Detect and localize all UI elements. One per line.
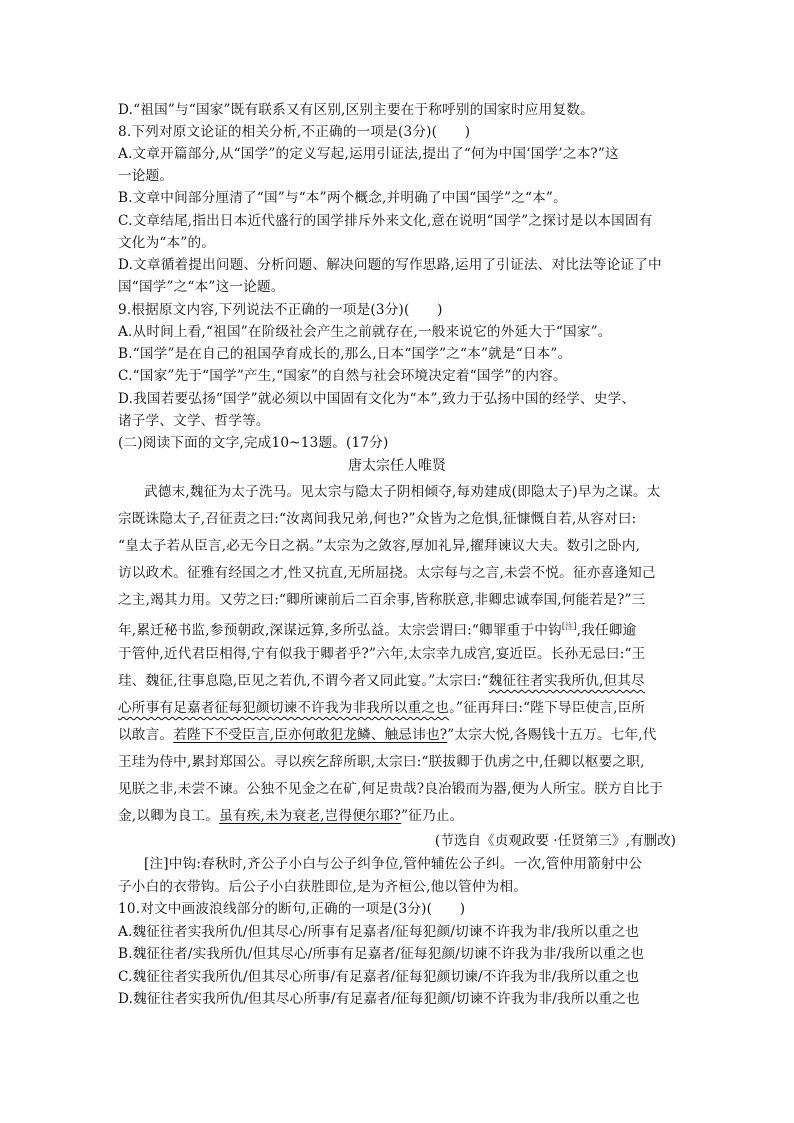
passage-text: 以敢言。 <box>118 727 174 743</box>
wavy-underlined-text: 魏征往者实我所仇,但其尽 <box>488 673 645 689</box>
passage-text: 珪、魏征,往事息隐,臣见之若仇,不谓今者又同此宴。”太宗曰:“ <box>118 673 489 689</box>
q9-option-d-line2: 诸子学、文学、哲学等。 <box>118 413 270 429</box>
q8-option-c-line2: 文化为“本”的。 <box>118 235 216 251</box>
q10-option-c: C.魏征往者实我所仇/但其尽心所事/有足嘉者/征每犯颜切谏/不许我为非/我所以重之也 <box>118 969 640 985</box>
q10-option-d: D.魏征往者实我所仇/但其尽心所事/有足嘉者/征每犯颜/切谏不许我为非/我所以重之也 <box>118 991 640 1007</box>
footnote-line2: 子小白的衣带钩。后公子小白获胜即位,是为齐桓公,他以管仲为相。 <box>118 879 528 895</box>
q10-stem: 10.对文中画波浪线部分的断句,正确的一项是(3分)( ) <box>118 901 466 917</box>
passage-line: 于管仲,近代君臣相得,宁有似我于卿者乎?”六年,太宗幸九成宫,宴近臣。长孙无忌曰:“王 <box>118 646 646 662</box>
passage-line <box>118 697 645 719</box>
passage-line <box>118 724 657 746</box>
passage-source: (节选自《贞观政要 ·任贤第三》,有删改) <box>434 833 676 849</box>
passage-line <box>118 670 645 692</box>
passage-text: ,我任卿逾 <box>576 622 637 639</box>
passage-line: 武德末,魏征为太子洗马。见太宗与隐太子阴相倾夺,每劝建成(即隐太子)早为之谋。太 <box>144 484 661 500</box>
passage-line: 之主,竭其力用。又劳之曰:“卿所谏前后二百余事,皆称朕意,非卿忠诚奉国,何能若是?”三 <box>118 592 646 608</box>
passage-line: 宗既诛隐太子,召征责之曰:“汝离间我兄弟,何也?”众皆为之危惧,征慷慨自若,从容对曰: <box>118 511 637 527</box>
q8-option-a-line1: A.文章开篇部分,从“国学”的定义写起,运用引证法,提出了“何为中国‘国学’之本?”这 <box>118 146 619 162</box>
passage-line: “皇太子若从臣言,必无今日之祸。”太宗为之敛容,厚加礼异,擢拜谏议大夫。数引之卧内, <box>118 538 641 554</box>
footnote-line1: [注]中钩:春秋时,齐公子小白与公子纠争位,管仲辅佐公子纠。一次,管仲用箭射中公 <box>144 856 643 872</box>
passage-line: 王珪为侍中,累封郑国公。寻以疾乞辞所职,太宗曰:“朕拔卿于仇虏之中,任卿以枢要之职, <box>118 754 645 770</box>
passage-text: ”太宗大悦,各赐钱十五万。七年,代 <box>447 727 657 743</box>
q8-stem: 8.下列对原文论证的相关分析,不正确的一项是(3分)( ) <box>118 124 471 140</box>
passage-text: 。”征再拜曰:“陛下导臣使言,臣所 <box>449 700 646 716</box>
q8-option-d-line2: 国“国学”之“本”这一论题。 <box>118 279 285 295</box>
q10-option-b: B.魏征往者/实我所仇/但其尽心/所事有足嘉者/征每犯颜/切谏不许我为非/我所以重之也 <box>118 946 645 962</box>
q8-option-d-line1: D.文章循着提出问题、分析问题、解决问题的写作思路,运用了引证法、对比法等论证了中 <box>118 257 662 273</box>
q10-option-a: A.魏征往者实我所仇/但其尽心/所事有足嘉者/征每犯颜/切谏不许我为非/我所以重之也 <box>118 924 640 940</box>
passage-line: 访以政术。征雅有经国之才,性又抗直,无所屈挠。太宗每与之言,未尝不悦。征亦喜逢知己 <box>118 565 656 581</box>
wavy-underlined-text: 心所事有足嘉者征每犯颜切谏不许我为非我所以重之也 <box>118 700 450 716</box>
q8-option-a-line2: 一论题。 <box>118 168 174 184</box>
section-heading: (二)阅读下面的文字,完成10~13题。(17分) <box>118 435 389 451</box>
passage-text: ”征乃止。 <box>401 808 464 824</box>
underlined-sentence: 虽有疾,未为衰老,岂得便尔耶? <box>219 808 402 824</box>
passage-line <box>118 805 463 827</box>
passage-line <box>118 616 636 642</box>
q8-option-c-line1: C.文章结尾,指出日本近代盛行的国学排斥外来文化,意在说明“国学”之探讨是以本国固有 <box>118 213 653 229</box>
q9-option-b: B.“国学”是在自己的祖国孕育成长的,那么,日本“国学”之“本”就是“日本”。 <box>118 346 572 362</box>
passage-text: 金,以卿为良工。 <box>118 808 220 824</box>
passage-text: 年,累迁秘书监,参预朝政,深谋远算,多所弘益。太宗尝谓曰:“卿罪重于中钩 <box>118 622 562 639</box>
q9-stem: 9.根据原文内容,下列说法不正确的一项是(3分)( ) <box>118 302 443 318</box>
q9-option-c: C.“国家”先于“国学”产生,“国家”的自然与社会环境决定着“国学”的内容。 <box>118 368 567 384</box>
passage-line: 见朕之非,未尝不谏。公独不见金之在矿,何足贵哉?良冶锻而为器,便为人所宝。朕方自比于 <box>118 781 664 797</box>
footnote-marker: [注] <box>561 622 577 631</box>
underlined-sentence: 若陛下不受臣言,臣亦何敢犯龙鳞、触忌讳也? <box>173 727 448 743</box>
passage-title: 唐太宗任人唯贤 <box>348 458 446 474</box>
q9-option-d-line1: D.我国若要弘扬“国学”就必须以中国固有文化为“本”,致力于弘扬中国的经学、史学、 <box>118 391 636 407</box>
q7-option-d: D.“祖国”与“国家”既有联系又有区别,区别主要在于称呼别的国家时应用复数。 <box>118 102 594 118</box>
q9-option-a: A.从时间上看,“祖国”在阶级社会产生之前就存在,一般来说它的外延大于“国家”。 <box>118 324 612 340</box>
q8-option-b: B.文章中间部分厘清了“国”与“本”两个概念,并明确了中国“国学”之“本”。 <box>118 190 567 206</box>
